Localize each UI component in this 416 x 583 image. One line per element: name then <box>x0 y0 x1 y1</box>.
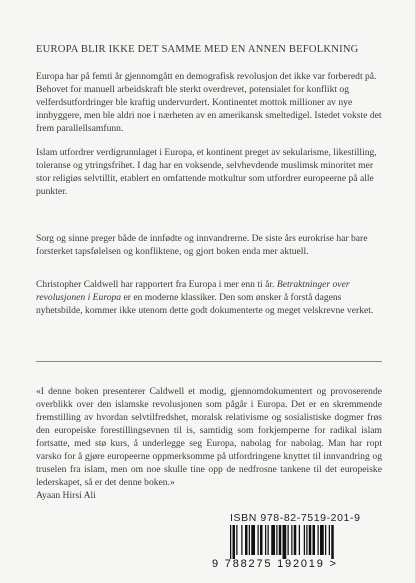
barcode-bar <box>318 525 319 555</box>
barcode-bar <box>331 525 334 559</box>
barcode-bar <box>265 525 266 555</box>
barcode-bar <box>268 525 269 555</box>
barcode-bar <box>294 525 297 555</box>
barcode-bar <box>276 525 277 555</box>
divider-line <box>36 361 382 362</box>
quote-author: Ayaan Hirsi Ali <box>36 490 96 501</box>
barcode-bar <box>283 525 287 559</box>
barcode-bar <box>288 525 289 555</box>
barcode-bar <box>320 525 324 555</box>
cover-heading: EUROPA BLIR IKKE DET SAMME MED EN ANNEN BEFOLKNING <box>36 44 359 55</box>
barcode-bar <box>329 525 330 555</box>
barcode-bar <box>236 525 237 555</box>
paragraph-4-text-start: Christopher Caldwell har rapportert fra Europa i mer enn ti år. <box>36 279 277 290</box>
barcode-bar <box>241 525 242 555</box>
barcode-bar <box>299 525 300 555</box>
barcode-bar <box>325 525 326 555</box>
endorsement-quote <box>36 385 382 502</box>
barcode-bar <box>291 525 292 555</box>
barcode-bar <box>245 525 248 555</box>
paragraph-3: Sorg og sinne preger både de innfødte og innvandrerne. De siste års eurokrise har bare forsterket tapsfølelsen og konfliktene, og gjort boken enda mer aktuell. <box>36 233 368 257</box>
barcode-bar <box>271 525 275 555</box>
paragraph-1: Europa har på femti år gjennomgått en demografisk revolusjon det ikke var forberedt på. Behovet for manuell arbeidskraft ble sterkt overdrevet, potensialet for konflikt og velferdsutfordringer ble kraftig undervurdert. Kontinentet mottok millioner av nye innbyggere, men ble aldri noe i nærheten av en amerikansk smeltedigel. Istedet vokste det frem parallellsamfunn. <box>36 71 382 134</box>
isbn-number: ISBN 978-82-7519-201-9 <box>230 512 361 524</box>
barcode-bar <box>251 525 255 555</box>
barcode-bar <box>313 525 316 555</box>
barcode-bar <box>258 525 259 555</box>
barcode-bars <box>226 525 382 559</box>
paragraph-4 <box>36 278 382 317</box>
barcode-bar <box>306 525 307 555</box>
barcode-bar <box>304 525 305 555</box>
paragraph-4-text-end: er en moderne klassiker. Den som ønsker å forstå dagens nyhetsbilde, kommer ikke utenom dette godt dokumenterte og meget velskrevne verket. <box>36 292 374 316</box>
barcode-bar <box>260 525 263 555</box>
quote-text: «I denne boken presenterer Caldwell et modig, gjennomdokumentert og provoserende overblikk over den islamske revolusjonen som pågår i Europa. Det er en skremmende fremstilling av hvordan selvtilfredshet, moralsk relativisme og sosialistiske dogmer frøs den europeiske forestillingsevnen til is, samtidig som forkjemperne for radikal islam fortsatte, med stø kurs, å underlegge seg Europa, nabolag for nabolag. Man har ropt varsko for å gjøre europeerne oppmerksomme på utfordringene knyttet til innvandring og truselen fra islam, men om noe skulle tine opp de nedfrosne tankene til det europeiske lederskapet, så er det denne boken.» <box>36 386 382 488</box>
barcode-bar <box>309 525 312 555</box>
barcode-digits: 9 788275 192019 > <box>212 558 338 570</box>
book-title-italic: Betraktninger over revolusjonen i Europa <box>36 279 350 303</box>
paragraph-2: Islam utfordrer verdigrunnlaget i Europa, et kontinent preget av sekularisme, likestilling, toleranse og ytringsfrihet. I dag har en voksende, selvhevdende muslimsk minoritet mer stor religiøs selvtillit, etablert en omfattende motkultur som utfordrer europeerne på alle punkter. <box>36 147 377 197</box>
barcode-bar <box>233 525 236 559</box>
barcode-bar <box>230 525 231 559</box>
barcode-bar <box>249 525 250 555</box>
barcode-bar <box>279 525 282 555</box>
